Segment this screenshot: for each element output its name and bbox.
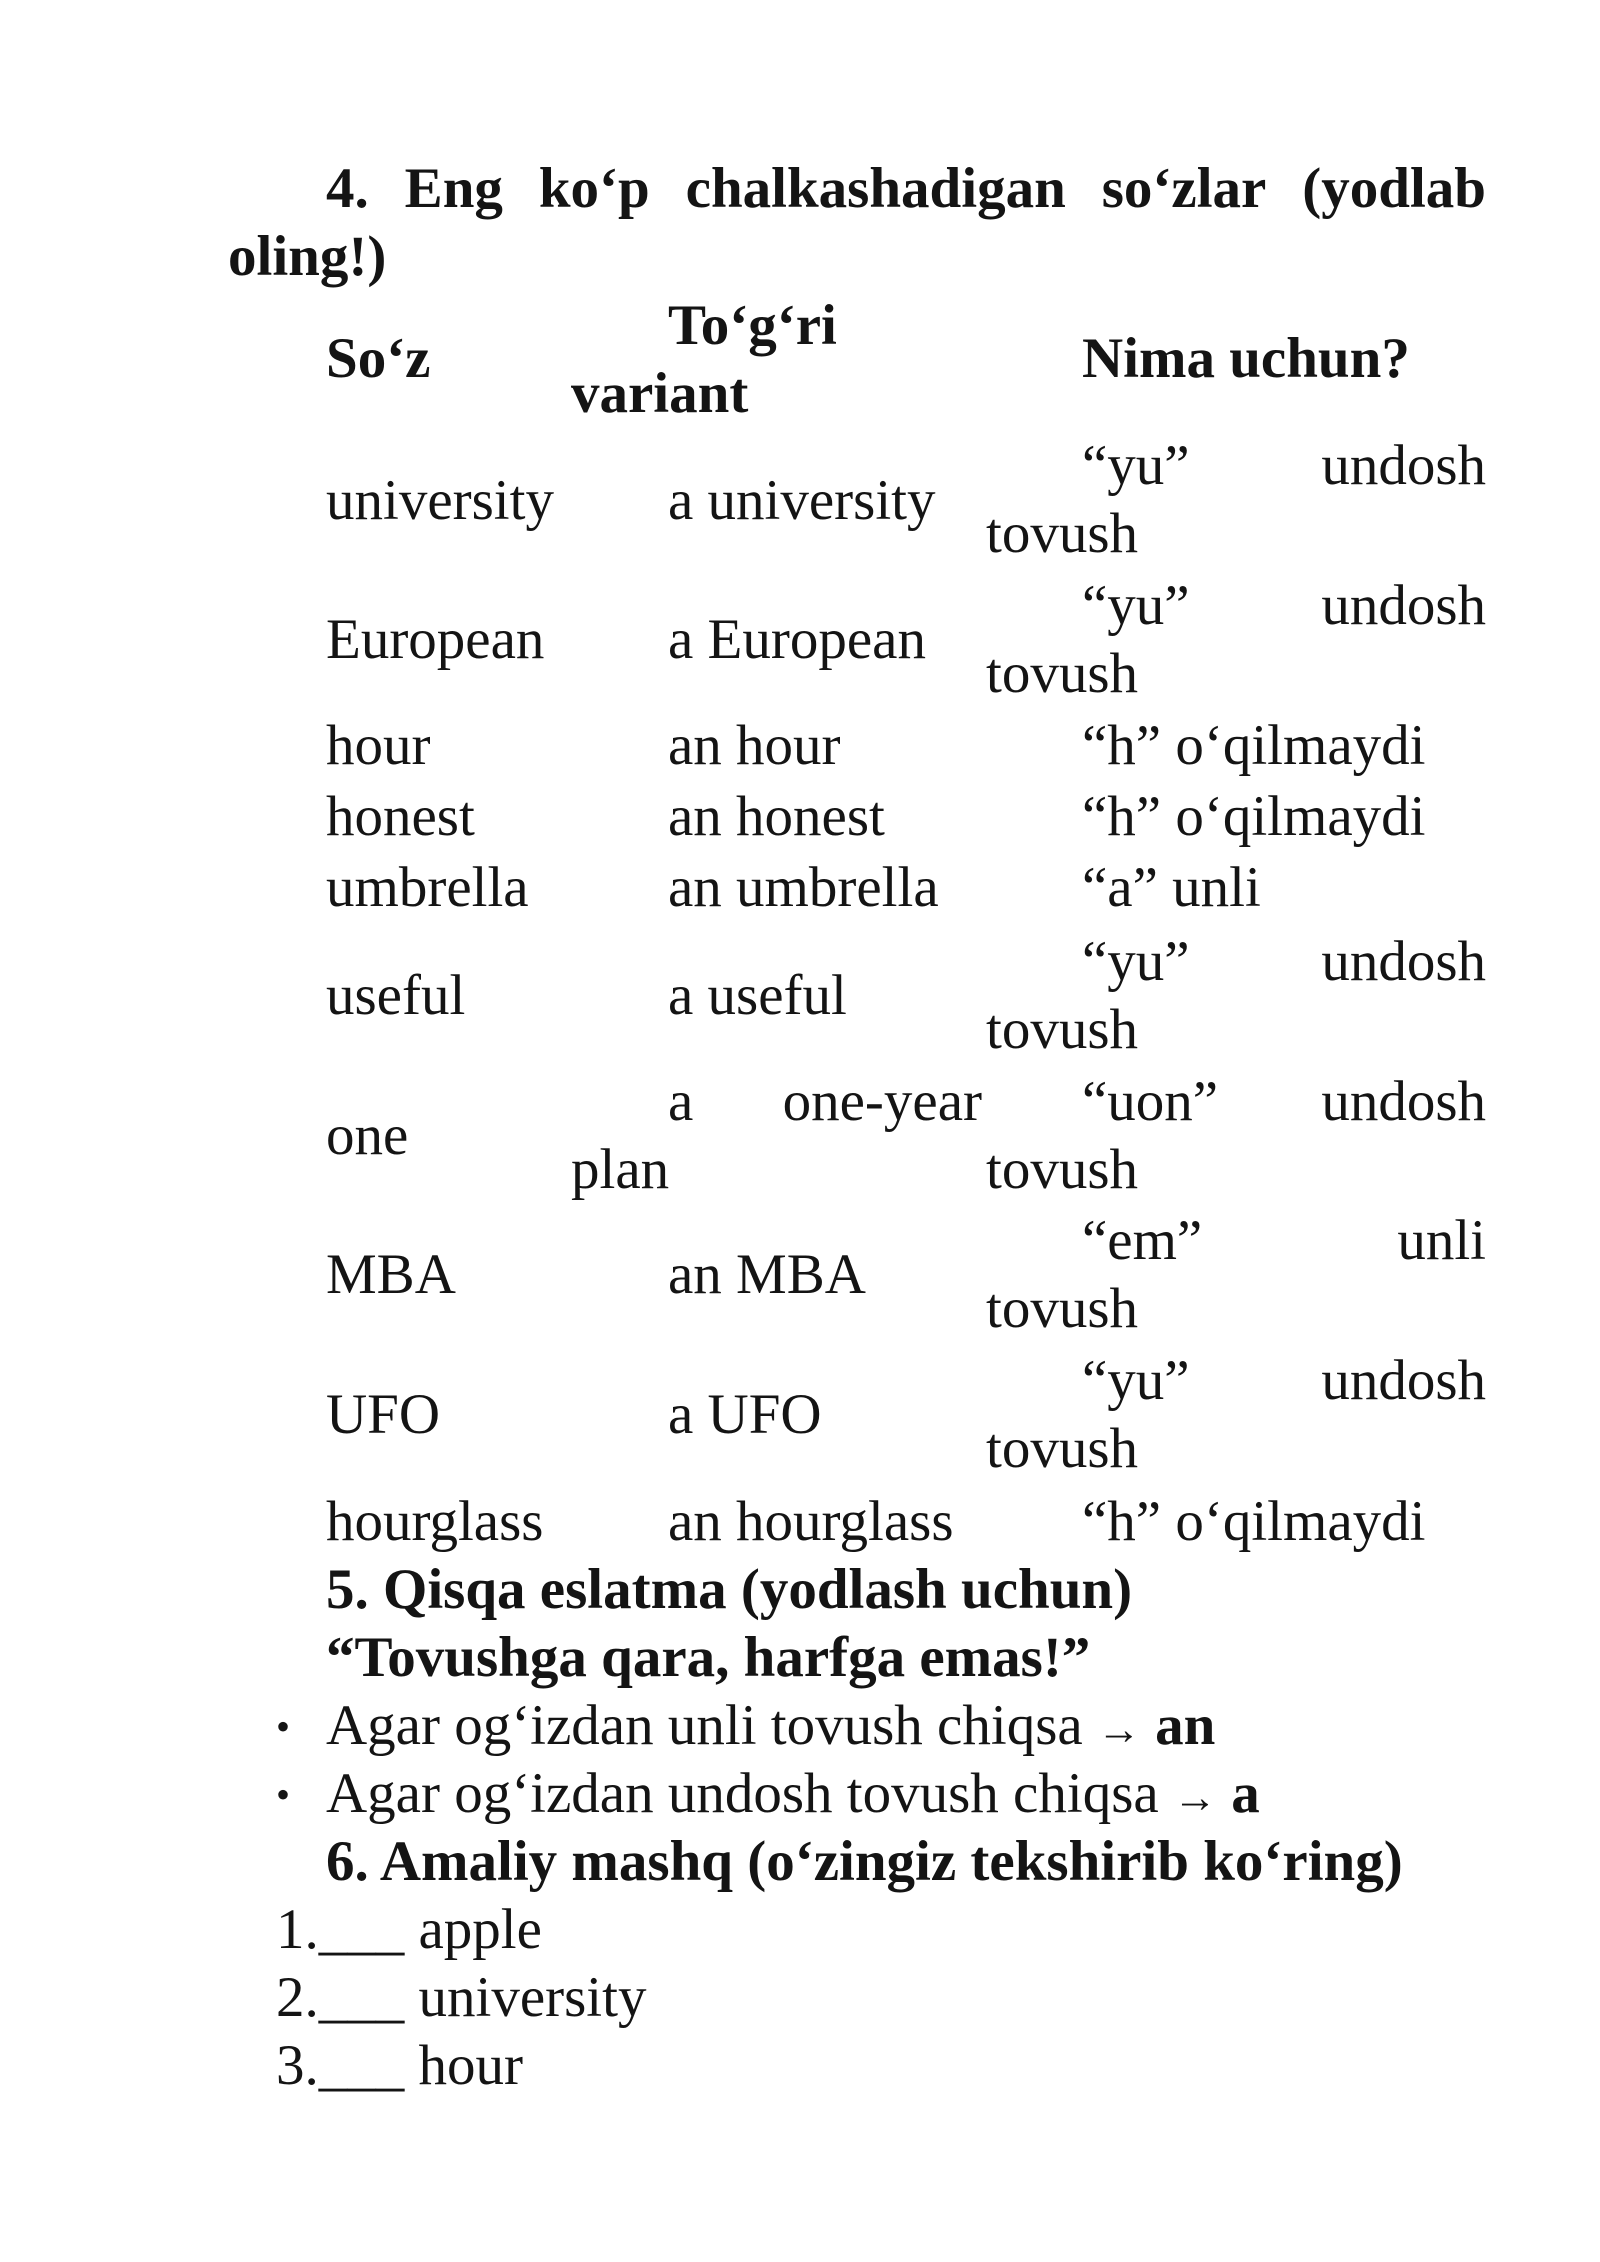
reason-text: “yu” bbox=[1082, 930, 1190, 993]
list-item bbox=[276, 1964, 646, 2032]
heading-word: chalkashadigan bbox=[685, 157, 1066, 220]
rule-text: Agar og‘izdan unli tovush chiqsa bbox=[326, 1694, 1083, 1757]
bullet-icon: • bbox=[276, 1772, 291, 1817]
bullet-text bbox=[326, 1692, 1215, 1764]
exercise-word: apple bbox=[418, 1898, 542, 1961]
reason-cell: “a” unli bbox=[1082, 856, 1261, 919]
item-number: 1. bbox=[276, 1898, 319, 1961]
rule-text: Agar og‘izdan undosh tovush chiqsa bbox=[326, 1762, 1159, 1825]
word-cell: one bbox=[326, 1104, 409, 1167]
variant-cell: a European bbox=[668, 608, 926, 671]
column-header-reason: Nima uchun? bbox=[1082, 327, 1410, 390]
reason-cell bbox=[1082, 928, 1486, 996]
word-cell: useful bbox=[326, 964, 466, 1027]
reason-cell: “h” o‘qilmaydi bbox=[1082, 714, 1426, 777]
column-header-word: So‘z bbox=[326, 327, 431, 390]
item-number: 2. bbox=[276, 1966, 319, 2029]
reason-text: undosh bbox=[1321, 1070, 1486, 1133]
reason-text: tovush bbox=[986, 642, 1139, 705]
heading-word: so‘zlar bbox=[1101, 157, 1267, 220]
reason-text: “yu” bbox=[1082, 574, 1190, 637]
reason-cell bbox=[1082, 1347, 1486, 1415]
variant-cell: a university bbox=[668, 469, 936, 532]
arrow-icon: → bbox=[1172, 1773, 1217, 1822]
reason-text: “yu” bbox=[1082, 1349, 1190, 1412]
item-number: 3. bbox=[276, 2034, 319, 2097]
bullet-text bbox=[326, 1760, 1260, 1832]
reason-text: undosh bbox=[1321, 930, 1486, 993]
section-6-heading: 6. Amaliy mashq (o‘zingiz tekshirib ko‘ring) bbox=[326, 1830, 1403, 1893]
heading-word: (yodlab bbox=[1302, 157, 1486, 220]
column-header-variant-line2: variant bbox=[571, 362, 749, 425]
exercise-word: university bbox=[418, 1966, 647, 2029]
heading-word: ko‘p bbox=[538, 157, 650, 220]
variant-cell: an hourglass bbox=[668, 1490, 954, 1553]
exercise-word: hour bbox=[418, 2034, 523, 2097]
answer-blank: ___ bbox=[318, 1898, 405, 1961]
reason-text: tovush bbox=[986, 1417, 1139, 1480]
variant-cell: an hour bbox=[668, 714, 841, 777]
rule-answer: a bbox=[1231, 1762, 1260, 1825]
section-4-heading-continuation: oling!) bbox=[228, 225, 387, 288]
variant-text: plan bbox=[571, 1138, 670, 1201]
section-4-heading bbox=[326, 155, 1486, 223]
section-5-heading: 5. Qisqa eslatma (yodlash uchun) bbox=[326, 1558, 1133, 1621]
reason-cell bbox=[1082, 1068, 1486, 1136]
bullet-icon: • bbox=[276, 1704, 291, 1749]
rule-answer: an bbox=[1155, 1694, 1216, 1757]
reason-text: undosh bbox=[1321, 1349, 1486, 1412]
reason-cell: “h” o‘qilmaydi bbox=[1082, 1490, 1426, 1553]
list-item bbox=[276, 2032, 523, 2100]
reason-text: tovush bbox=[986, 502, 1139, 565]
column-header-variant: To‘g‘ri bbox=[668, 294, 837, 357]
word-cell: UFO bbox=[326, 1383, 441, 1446]
reason-cell bbox=[1082, 572, 1486, 640]
arrow-icon: → bbox=[1096, 1705, 1141, 1754]
answer-blank: ___ bbox=[318, 1966, 405, 2029]
list-item bbox=[276, 1896, 542, 1964]
heading-word: 4. bbox=[326, 157, 369, 220]
variant-cell: a useful bbox=[668, 964, 847, 1027]
word-cell: European bbox=[326, 608, 545, 671]
word-cell: hour bbox=[326, 714, 431, 777]
reason-text: “uon” bbox=[1082, 1070, 1219, 1133]
word-cell: umbrella bbox=[326, 856, 529, 919]
reason-text: tovush bbox=[986, 1277, 1139, 1340]
variant-cell: a UFO bbox=[668, 1383, 822, 1446]
reason-cell: “h” o‘qilmaydi bbox=[1082, 785, 1426, 848]
word-cell: university bbox=[326, 469, 554, 532]
reason-text: “em” bbox=[1082, 1209, 1203, 1272]
variant-cell: an umbrella bbox=[668, 856, 939, 919]
variant-text: a bbox=[668, 1070, 694, 1133]
answer-blank: ___ bbox=[318, 2034, 405, 2097]
variant-cell bbox=[668, 1068, 982, 1136]
reason-text: “yu” bbox=[1082, 434, 1190, 497]
word-cell: honest bbox=[326, 785, 475, 848]
reason-text: tovush bbox=[986, 998, 1139, 1061]
word-cell: MBA bbox=[326, 1243, 456, 1306]
reason-text: tovush bbox=[986, 1138, 1139, 1201]
variant-cell: an honest bbox=[668, 785, 885, 848]
reason-cell bbox=[1082, 1207, 1486, 1275]
variant-text: one-year bbox=[782, 1070, 982, 1133]
section-5-motto: “Tovushga qara, harfga emas!” bbox=[326, 1626, 1091, 1689]
word-cell: hourglass bbox=[326, 1490, 544, 1553]
reason-cell bbox=[1082, 432, 1486, 500]
reason-text: undosh bbox=[1321, 434, 1486, 497]
variant-cell: an MBA bbox=[668, 1243, 866, 1306]
heading-word: Eng bbox=[404, 157, 503, 220]
reason-text: unli bbox=[1397, 1209, 1486, 1272]
reason-text: undosh bbox=[1321, 574, 1486, 637]
